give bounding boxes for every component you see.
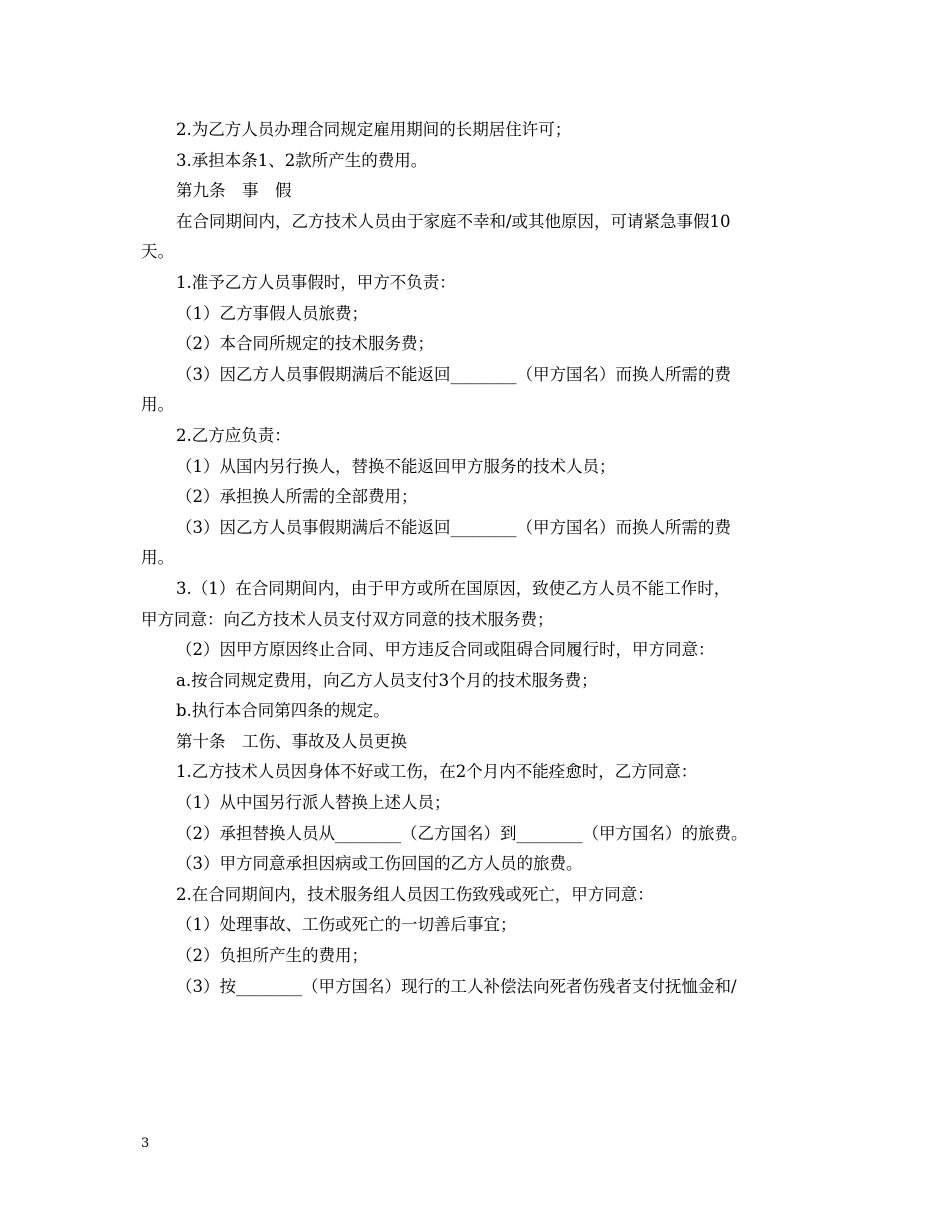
paragraph-line: 在合同期间内，乙方技术人员由于家庭不幸和/或其他原因，可请紧急事假10 (176, 211, 731, 231)
paragraph-line: 用。 (141, 548, 174, 568)
paragraph-line: a.按合同规定费用，向乙方人员支付3个月的技术服务费； (176, 670, 598, 690)
paragraph-line: （1）乙方事假人员旅费； (176, 303, 368, 323)
paragraph-line: 3.（1）在合同期间内，由于甲方或所在国原因，致使乙方人员不能工作时， (176, 578, 731, 598)
paragraph-line: （2）承担替换人员从________（乙方国名）到________（甲方国名）的旅费。 (176, 823, 748, 843)
paragraph-line: （1）处理事故、工伤或死亡的一切善后事宜； (176, 915, 517, 935)
paragraph-line: 2.在合同期间内，技术服务组人员因工伤致残或死亡，甲方同意： (176, 884, 654, 904)
paragraph-line: （2）承担换人所需的全部费用； (176, 487, 418, 507)
paragraph-line: 3.承担本条1、2款所产生的费用。 (176, 150, 428, 170)
paragraph-line: 天。 (141, 242, 174, 262)
paragraph-line: （2）本合同所规定的技术服务费； (176, 334, 434, 354)
paragraph-line: （2）负担所产生的费用； (176, 946, 368, 966)
paragraph-line: 第十条 工伤、事故及人员更换 (176, 731, 407, 751)
document-body (141, 115, 821, 1002)
paragraph-line: b.执行本合同第四条的规定。 (176, 701, 390, 721)
paragraph-line: （3）甲方同意承担因病或工伤回国的乙方人员的旅费。 (176, 854, 583, 874)
paragraph-line: 甲方同意：向乙方技术人员支付双方同意的技术服务费； (141, 609, 554, 629)
paragraph-line: 2.乙方应负责： (176, 425, 291, 445)
paragraph-line: 1.准予乙方人员事假时，甲方不负责： (176, 272, 456, 292)
paragraph-line: （2）因甲方原因终止合同、甲方违反合同或阻碍合同履行时，甲方同意： (176, 640, 715, 660)
paragraph-line: 2.为乙方人员办理合同规定雇用期间的长期居住许可； (176, 120, 572, 139)
paragraph-line: （1）从中国另行派人替换上述人员； (176, 793, 451, 813)
paragraph-line: （3）因乙方人员事假期满后不能返回________（甲方国名）而换人所需的费 (176, 517, 731, 537)
paragraph-line: （1）从国内另行换人，替换不能返回甲方服务的技术人员； (176, 456, 616, 476)
paragraph-line: 1.乙方技术人员因身体不好或工伤，在2个月内不能痊愈时，乙方同意： (176, 762, 698, 782)
paragraph-line: （3）因乙方人员事假期满后不能返回________（甲方国名）而换人所需的费 (176, 364, 731, 384)
page-number: 3 (141, 1136, 150, 1151)
paragraph-line: 用。 (141, 395, 174, 415)
paragraph-line: （3）按________（甲方国名）现行的工人补偿法向死者伤残者支付抚恤金和/ (176, 976, 737, 996)
paragraph-line: 第九条 事 假 (176, 181, 292, 201)
